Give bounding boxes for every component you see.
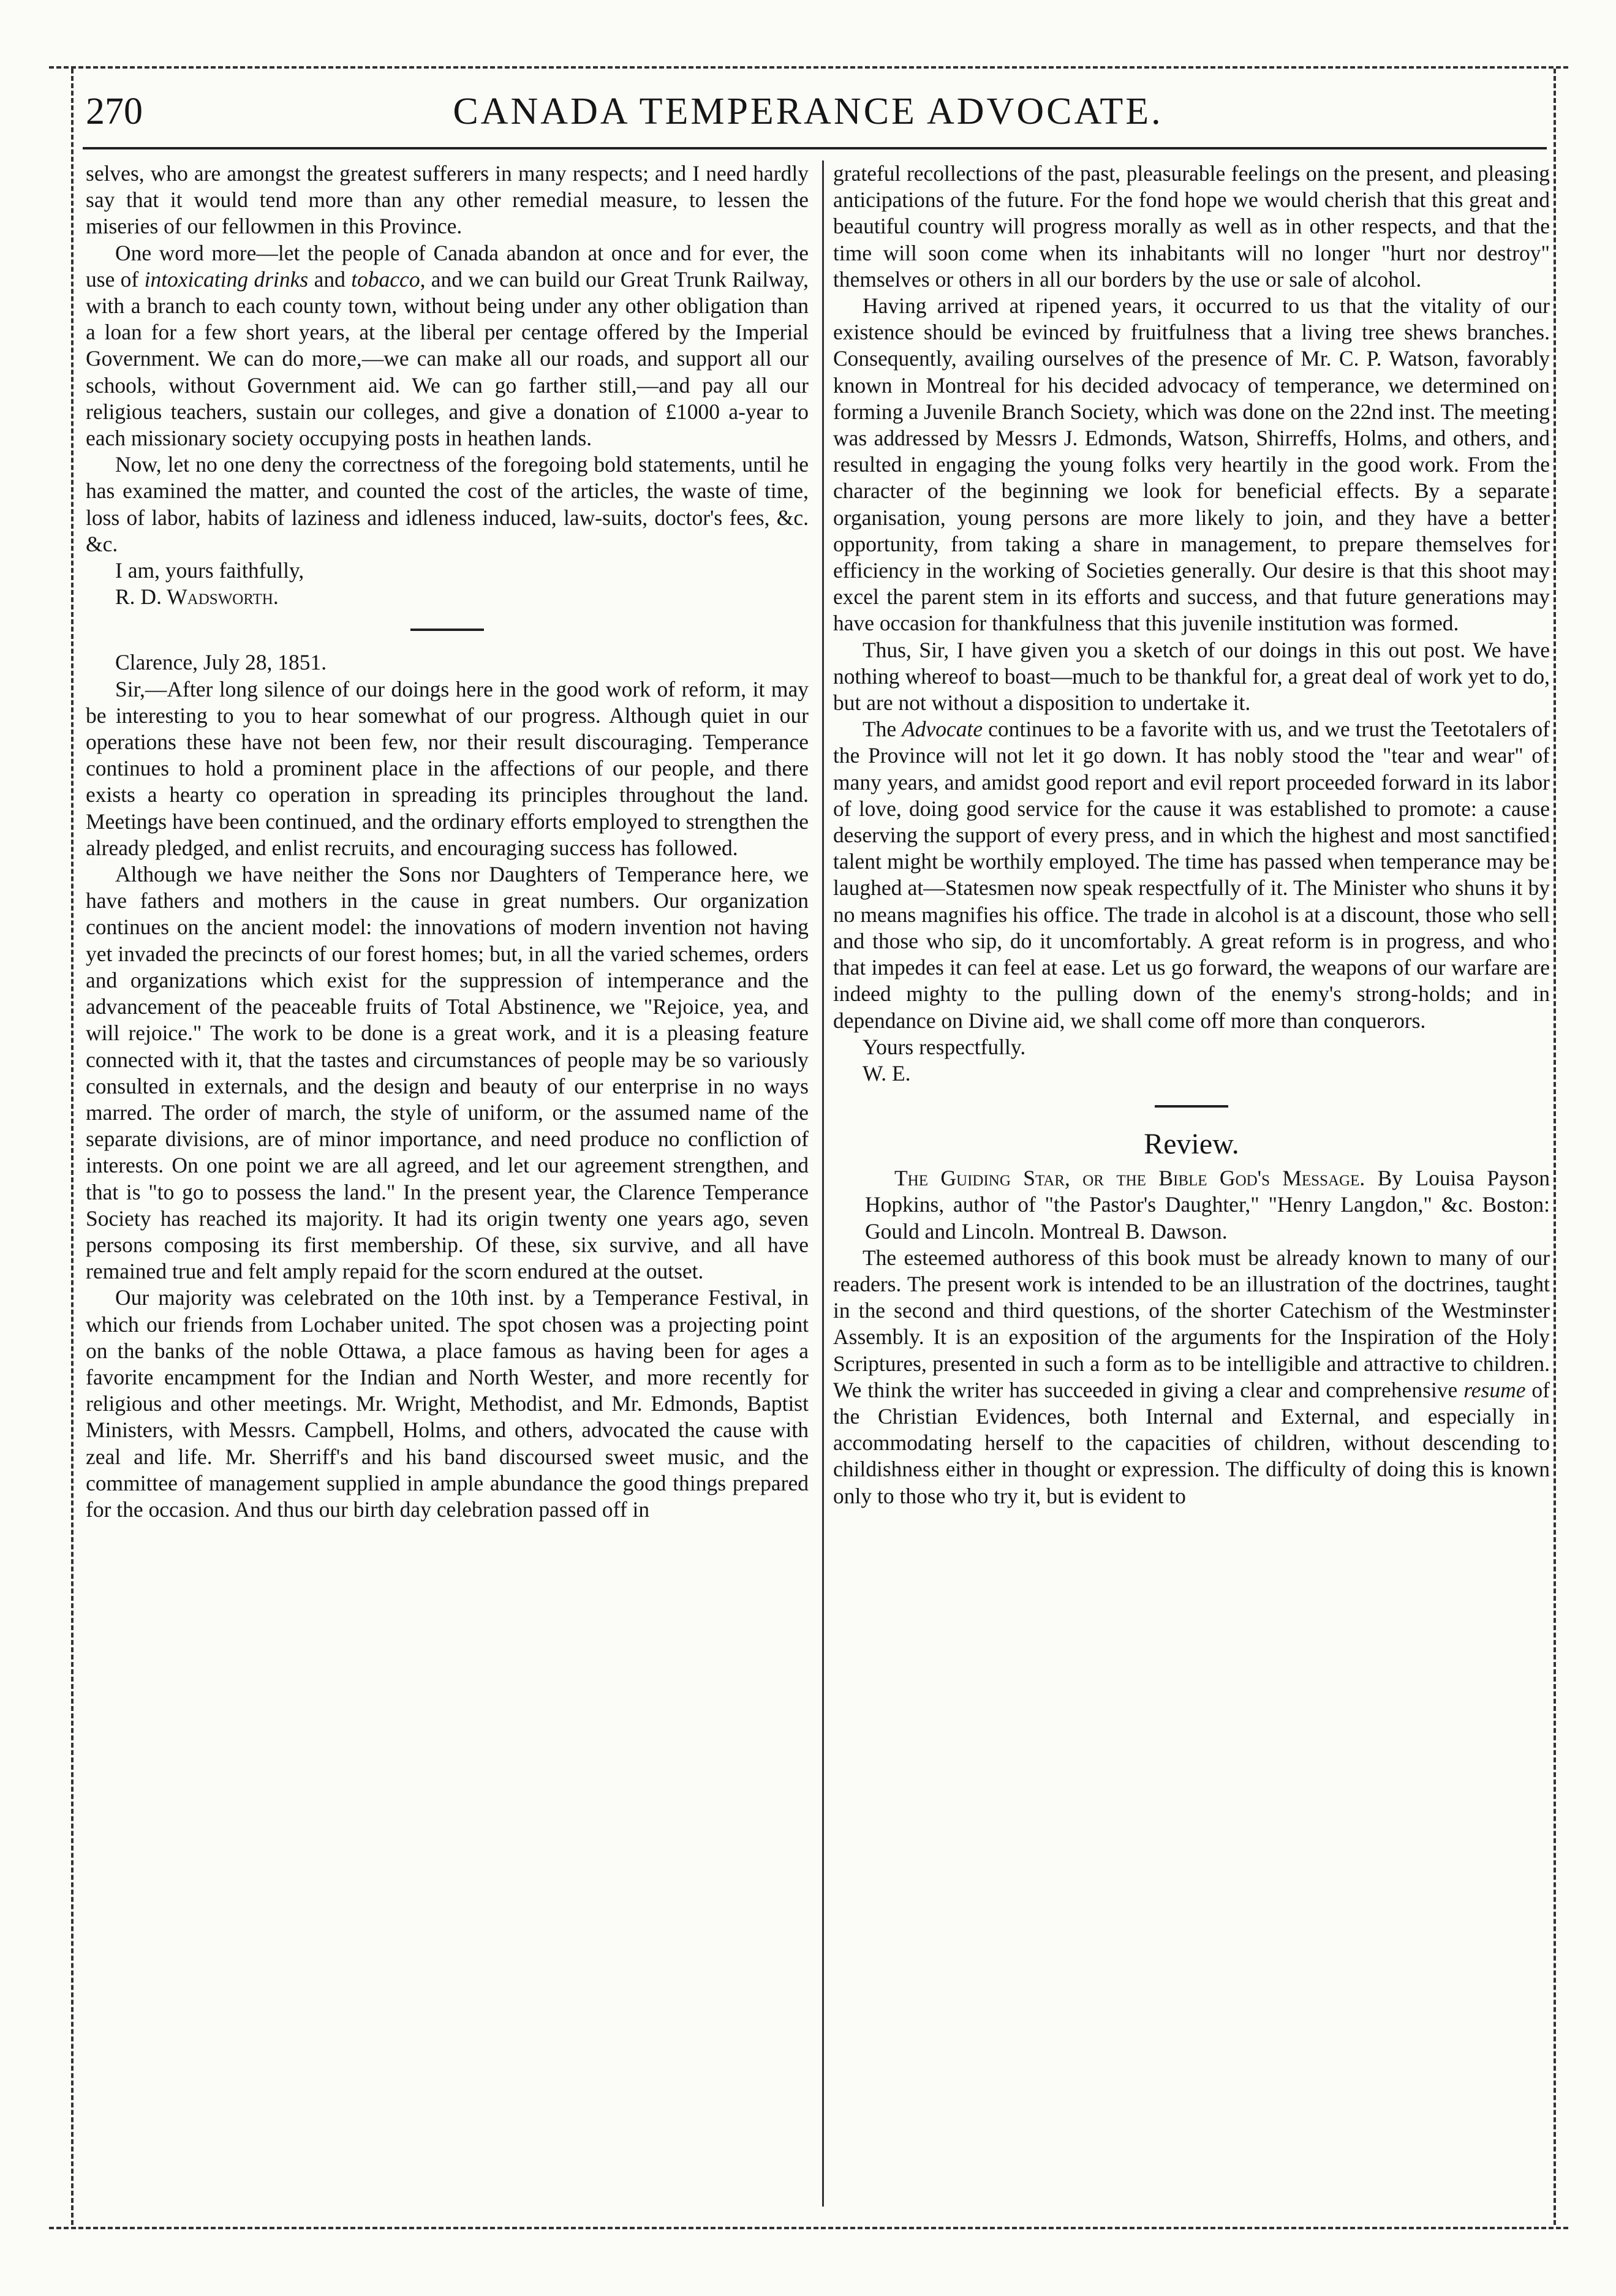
right-paragraph-2: Having arrived at ripened years, it occurred to us that the vitality of our existence should be evinced by fruitfulness that a living tree shews branches. Consequently, availing ourselves of the presence of Mr. C. P. Watson, favorably known in Montreal for his decided advocacy of temperance, we determined on forming a Juvenile Branch Society, which was done on the 22nd inst. The meeting was addressed by Messrs J. Edmonds, Watson, Shirreffs, Holms, and others, and resulted in engaging the young folks very heartily in the good work. From the character of the beginning we look for beneficial effects. By a separate organisation, young persons are more likely to join, and they have a better opportunity, from taking a share in management, to prepare themselves for efficiency in the working of Societies generally. Our desire is that this shoot may excel the parent stem in its efforts and success, and that future generations may have occasion for thankfulness that this juvenile institution was formed. — [833, 293, 1550, 636]
review-paragraph-text-b: of the Christian Evidences, both Internal and External, and especially in accommodating herself to the capacities of children, without descending to childishness either in thought or expression. The difficulty of doing this is known only to those who try it, but is evident to — [833, 1377, 1550, 1508]
column-rule — [822, 160, 824, 2207]
left-column — [86, 160, 809, 1523]
running-head: CANADA TEMPERANCE ADVOCATE. — [453, 91, 1163, 132]
left-paragraph-2-italic-b: tobacco — [351, 266, 420, 292]
right-paragraph-4 — [833, 716, 1550, 1033]
left-paragraph-2-text-b: and — [308, 266, 352, 292]
book-title: The Guiding Star, or the Bible God's Message. — [894, 1166, 1365, 1191]
left-paragraph-2-text-a: One word more—let the people of Canada abandon at once and for ever, the use of — [86, 240, 809, 292]
letter-signature-2: W. E. — [863, 1060, 911, 1086]
right-column — [833, 160, 1550, 1509]
left-paragraph-6: Our majority was celebrated on the 10th inst. by a Temperance Festival, in which our friends from Lochaber united. The spot chosen was a projecting point on the banks of the noble Ottawa, a place famous as having been for ages a favorite encampment for the Indian and North Wester, and more recently for religious and other meetings. Mr. Wright, Methodist, and Mr. Edmonds, Baptist Ministers, with Messrs. Campbell, Holms, and others, advocated the cause with zeal and life. Mr. Sherriff's and his band discoursed sweet music, and the committee of management supplied in ample abundance the good things prepared for the occasion. And thus our birth day celebration passed off in — [86, 1285, 809, 1522]
section-divider-2 — [1155, 1105, 1228, 1108]
frame-bottom-rule — [49, 2227, 1568, 2229]
page-number: 270 — [86, 91, 143, 132]
header-rule — [83, 147, 1547, 149]
letter-closing-2: Yours respectfully. — [863, 1034, 1026, 1059]
review-paragraph-italic: resume — [1463, 1377, 1526, 1402]
left-paragraph-1: selves, who are amongst the greatest sufferers in many respects; and I need hardly say that it would tend more than any other remedial measure, to lessen the miseries of our fellowmen in this Province. — [86, 161, 809, 239]
frame-top-rule — [49, 66, 1568, 69]
left-paragraph-2 — [86, 240, 809, 452]
left-paragraph-2-italic-a: intoxicating drinks — [144, 266, 309, 292]
frame-right-rule — [1554, 69, 1556, 2225]
right-paragraph-1: grateful recollections of the past, pleasurable feelings on the present, and pleasing anticipations of the future. For the fond hope we would cherish that this great and beautiful country will progress morally as well as in other respects, and that the time will soon come when its inhabitants will no longer "hurt nor destroy" themselves or others in all our borders by the use or sale of alcohol. — [833, 161, 1550, 292]
left-paragraph-4: Sir,—After long silence of our doings here in the good work of reform, it may be interesting to you to hear somewhat of our progress. Although quiet in our operations these have not been few, nor their result discouraging. Temperance continues to hold a prominent place in the affections of our people, and there exists a hearty co operation in spreading its principles throughout the land. Meetings have been continued, and the ordinary efforts employed to strengthen the already pledged, and enlist recruits, and encouraging success has followed. — [86, 676, 809, 860]
section-divider — [410, 629, 484, 631]
review-paragraph — [833, 1245, 1550, 1509]
dateline: Clarence, July 28, 1851. — [115, 650, 327, 675]
left-paragraph-2-text-c: , and we can build our Great Trunk Railway, with a branch to each county town, without being under any other obligation than a loan for a few short years, at the liberal per centage offered by the Imperial Government. We can do more,—we can make all our roads, and support all our schools, without Government aid. We can go farther still,—and pay all our religious teachers, sustain our colleges, and give a donation of £1000 a-year to each missionary society occupying posts in heathen lands. — [86, 266, 809, 451]
right-paragraph-4-text-b: continues to be a favorite with us, and we trust the Teetotalers of the Province will not let it go down. It has nobly stood the "tear and wear" of many years, and amidst good report and evil report proceeded forward in its labor of love, doing good service for the cause it was established to promote: a cause deserving the support of every press, and in which the highest and most sanctified talent might be worthily employed. The time has passed when temperance may be laughed at—Statesmen now speak respectfully of it. The Minister who shuns it by no means magnifies his office. The trade in alcohol is at a discount, those who sell and those who sip, do it uncomfortably. A great reform is in progress, and who that impedes it can feel at ease. Let us go forward, the weapons of our warfare are indeed mighty to the pulling down of the enemy's strong-holds; and in dependance on Divine aid, we shall come off more than conquerors. — [833, 717, 1550, 1033]
right-paragraph-3: Thus, Sir, I have given you a sketch of our doings in this out post. We have nothing whereof to boast—much to be thankful for, a great deal of work yet to do, but are not without a disposition to undertake it. — [833, 637, 1550, 716]
left-paragraph-5: Although we have neither the Sons nor Daughters of Temperance here, we have fathers and mothers in the cause in great numbers. Our organization continues on the ancient model: the innovations of modern invention not having yet invaded the precincts of our forest homes; but, in all the varied schemes, orders and organizations which exist for the suppression of intemperance and the advancement of the peaceable fruits of Total Abstinence, we "Rejoice, yea, and will rejoice." The work to be done is a great work, and it is a pleasing feature connected with it, that the tastes and circumstances of people may be so variously consulted in externals, and the design and beauty of our enterprise in no ways marred. The order of march, the style of uniform, or the assumed name of the separate divisions, are of minor importance, and need produce no confliction of interests. On one point we are all agreed, and let our agreement strengthen, and that is "to go to possess the land." In the present year, the Clarence Temperance Society has reached its majority. It had its origin twenty one years ago, seven persons composing its first membership. Of these, six survive, and all have remained true and felt amply repaid for the scorn endured at the outset. — [86, 862, 809, 1284]
letter-closing: I am, yours faithfully, — [115, 558, 304, 583]
left-paragraph-3: Now, let no one deny the correctness of the foregoing bold statements, until he has examined the matter, and counted the cost of the articles, the waste of time, loss of labor, habits of laziness and idleness induced, law-suits, doctor's fees, &c. &c. — [86, 452, 809, 556]
right-paragraph-4-italic: Advocate — [902, 717, 983, 742]
book-entry — [833, 1165, 1550, 1245]
review-heading: Review. — [1144, 1128, 1239, 1161]
frame-left-rule — [71, 69, 74, 2225]
right-paragraph-4-text-a: The — [863, 717, 902, 742]
book-details: By Louisa Payson Hopkins, author of "the Pastor's Daughter," "Henry Langdon," &c. Boston: Gould and Lincoln. Montreal B. Dawson. — [865, 1166, 1550, 1244]
letter-signature: R. D. Wadsworth. — [115, 584, 279, 610]
review-paragraph-text-a: The esteemed authoress of this book must be already known to many of our readers. The present work is intended to be an illustration of the doctrines, taught in the second and third questions, of the shorter Catechism of the Westminster Assembly. It is an exposition of the arguments for the Inspiration of the Holy Scriptures, presented in such a form as to be intelligible and attractive to children. We think the writer has succeeded in giving a clear and comprehensive — [833, 1245, 1550, 1402]
